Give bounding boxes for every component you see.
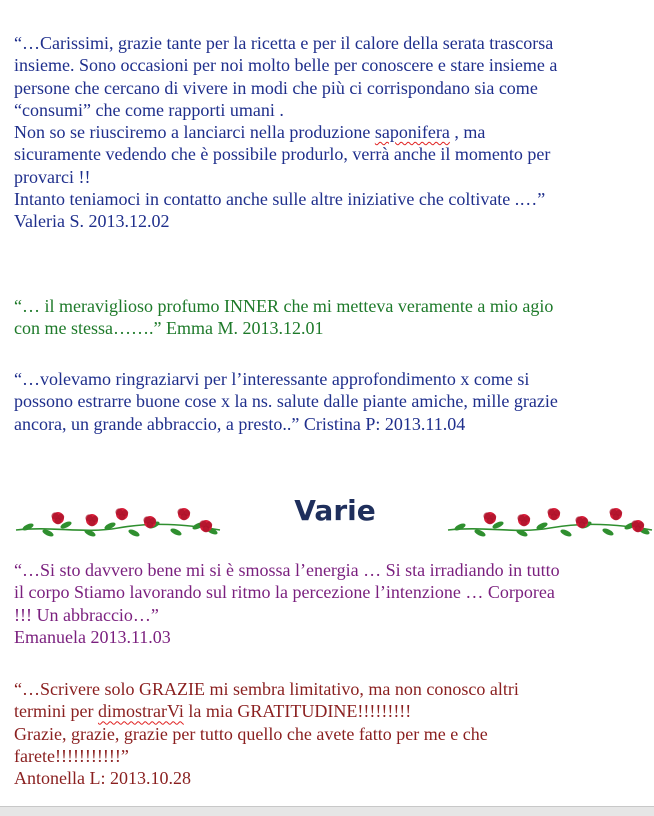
text-line: persone che cercano di vivere in modi che più ci corrispondano sia come [14, 77, 538, 98]
text-line: “consumi” che come rapporti umani . [14, 99, 284, 120]
testimonial-valeria [14, 32, 646, 233]
text-line: Grazie, grazie, grazie per tutto quello che avete fatto per me e che [14, 723, 488, 744]
text-line: “… il meraviglioso profumo INNER che mi metteva veramente a mio agio [14, 296, 554, 316]
testimonial-emanuela [14, 559, 646, 648]
text-line: !!! Un abbraccio…” [14, 604, 159, 625]
text-line: Emanuela 2013.11.03 [14, 626, 171, 647]
text-fragment: termini per [14, 701, 98, 722]
text-line: insieme. Sono occasioni per noi molto belle per conoscere e stare insieme a [14, 55, 558, 76]
testimonial-cristina [14, 368, 646, 435]
text-fragment: , ma [449, 122, 486, 143]
text-line: provarci !! [14, 166, 91, 187]
text-line: “…Carissimi, grazie tante per la ricetta e per il calore della serata trascorsa [14, 33, 554, 53]
testimonial-antonella [14, 678, 646, 789]
text-line: “…Si sto davvero bene mi si è smossa l’energia … Si sta irradiando in tutto [14, 560, 560, 580]
rose-vine-icon [14, 500, 222, 544]
text-line: Valeria S. 2013.12.02 [14, 211, 170, 232]
rose-vine-icon [446, 500, 654, 544]
text-line: con me stessa…….” Emma M. 2013.12.01 [14, 318, 324, 339]
text-line: possono estrarre buone cose x la ns. salute dalle piante amiche, mille grazie [14, 391, 558, 412]
text-line: Intanto teniamoci in contatto anche sulle altre iniziative che coltivate .…” [14, 189, 546, 210]
spellcheck-word: saponifera [374, 122, 450, 143]
spellcheck-word: dimostrarVi [97, 701, 184, 722]
text-line: farete!!!!!!!!!!!” [14, 745, 129, 766]
text-line: Antonella L: 2013.10.28 [14, 768, 191, 789]
text-line: “…Scrivere solo GRAZIE mi sembra limitativo, ma non conosco altri [14, 679, 519, 699]
section-heading: Varie [294, 494, 376, 527]
text-fragment: Non so se riusciremo a lanciarci nella produzione [14, 122, 375, 143]
text-line: “…volevamo ringraziarvi per l’interessante approfondimento x come si [14, 369, 530, 389]
text-line [14, 121, 646, 143]
testimonial-emma [14, 295, 646, 340]
text-line [14, 700, 646, 722]
text-line: ancora, un grande abbraccio, a presto..” Cristina P: 2013.11.04 [14, 413, 466, 434]
text-fragment: la mia GRATITUDINE!!!!!!!!! [183, 701, 412, 722]
text-line: il corpo Stiamo lavorando sul ritmo la percezione l’intenzione … Corporea [14, 582, 555, 603]
text-line: sicuramente vedendo che è possibile produrlo, verrà anche il momento per [14, 144, 551, 165]
